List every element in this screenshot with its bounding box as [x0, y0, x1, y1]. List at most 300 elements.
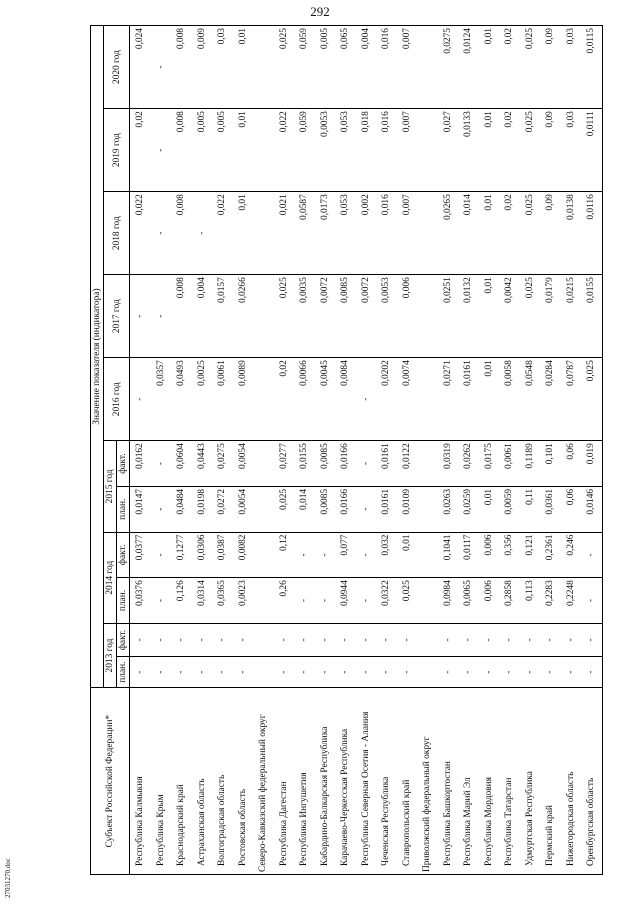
- value-cell: -: [130, 657, 151, 688]
- value-cell: 0,0072: [356, 275, 377, 358]
- value-cell: 0,0306: [192, 532, 213, 578]
- value-cell: 0,065: [335, 26, 356, 109]
- value-cell: -: [130, 275, 151, 358]
- value-cell: 0,0179: [540, 275, 561, 358]
- region-name: Ставропольский край: [397, 688, 418, 875]
- footer-filename-text: 27031270.doc: [4, 858, 12, 898]
- value-cell: 0,0116: [581, 192, 602, 275]
- value-cell: 0,0115: [581, 26, 602, 109]
- value-cell: 0,0322: [376, 578, 397, 624]
- value-cell: 0,246: [561, 532, 582, 578]
- value-cell: 0,008: [171, 26, 192, 109]
- value-cell: 0,0271: [438, 358, 459, 441]
- value-cell: [417, 441, 438, 487]
- fact-header-2015: факт.: [117, 441, 130, 487]
- value-cell: [417, 532, 438, 578]
- value-cell: 0,0166: [335, 441, 356, 487]
- value-cell: [253, 109, 274, 192]
- value-cell: 0,02: [130, 109, 151, 192]
- region-name: Республика Марий Эл: [458, 688, 479, 875]
- table-row: [458, 26, 479, 875]
- region-name: Карачаево-Черкесская Республика: [335, 688, 356, 875]
- value-cell: -: [151, 657, 172, 688]
- value-cell: -: [274, 657, 295, 688]
- table-row: [376, 26, 397, 875]
- value-cell: -: [315, 578, 336, 624]
- value-cell: 0,019: [581, 441, 602, 487]
- value-cell: 0,007: [397, 109, 418, 192]
- fact-header-2014: факт.: [117, 532, 130, 578]
- value-cell: 0,0162: [130, 441, 151, 487]
- value-cell: 0,0054: [233, 486, 254, 532]
- value-cell: 0,0314: [192, 578, 213, 624]
- value-cell: [417, 578, 438, 624]
- year-header-2017: 2017 год: [104, 275, 130, 358]
- value-cell: -: [499, 657, 520, 688]
- value-cell: 0,059: [294, 26, 315, 109]
- value-cell: 0,0155: [294, 441, 315, 487]
- value-cell: -: [376, 657, 397, 688]
- value-cell: 0,01: [233, 109, 254, 192]
- value-cell: [253, 358, 274, 441]
- rotated-table-container: [90, 25, 610, 875]
- value-cell: 0,06: [561, 441, 582, 487]
- value-cell: [253, 26, 274, 109]
- value-cell: -: [520, 623, 541, 656]
- page-number: 292: [310, 4, 330, 19]
- value-cell: -: [356, 623, 377, 656]
- table-row: [356, 26, 377, 875]
- value-cell: 0,0387: [212, 532, 233, 578]
- value-cell: 0,0054: [233, 441, 254, 487]
- value-cell: 0,01: [479, 358, 500, 441]
- value-cell: 0,0262: [458, 441, 479, 487]
- value-cell: 0,0025: [192, 358, 213, 441]
- value-cell: 0,0109: [397, 486, 418, 532]
- table-row: [192, 26, 213, 875]
- value-cell: 0,014: [294, 486, 315, 532]
- value-cell: 0,0259: [458, 486, 479, 532]
- value-cell: -: [397, 657, 418, 688]
- value-cell: -: [130, 623, 151, 656]
- value-cell: 0,01: [479, 275, 500, 358]
- plan-header-2013: план.: [117, 657, 130, 688]
- district-row: [253, 26, 274, 875]
- value-cell: -: [151, 486, 172, 532]
- value-cell: [253, 441, 274, 487]
- value-cell: 0,077: [335, 532, 356, 578]
- table-row: [561, 26, 582, 875]
- value-cell: 0,025: [520, 192, 541, 275]
- value-cell: 0,025: [581, 358, 602, 441]
- table-body: [130, 26, 603, 875]
- value-cell: -: [356, 358, 377, 441]
- value-cell: -: [581, 532, 602, 578]
- region-name: Пермский край: [540, 688, 561, 875]
- value-cell: -: [438, 623, 459, 656]
- value-cell: 0,0147: [130, 486, 151, 532]
- value-cell: 0,0045: [315, 358, 336, 441]
- value-cell: 0,0161: [376, 441, 397, 487]
- value-cell: 0,0984: [438, 578, 459, 624]
- region-name: Ростовская область: [233, 688, 254, 875]
- value-cell: 0,02: [274, 358, 295, 441]
- value-cell: 0,03: [561, 26, 582, 109]
- value-cell: 0,016: [376, 26, 397, 109]
- value-cell: [253, 275, 274, 358]
- value-cell: 0,0787: [561, 358, 582, 441]
- value-cell: 0,0059: [499, 486, 520, 532]
- value-cell: 0,025: [397, 578, 418, 624]
- value-cell: -: [151, 532, 172, 578]
- value-cell: 0,0173: [315, 192, 336, 275]
- value-cell: 0,0377: [130, 532, 151, 578]
- value-cell: 0,006: [397, 275, 418, 358]
- value-cell: 0,0023: [233, 578, 254, 624]
- value-cell: -: [356, 441, 377, 487]
- value-cell: 0,0133: [458, 109, 479, 192]
- value-cell: [417, 623, 438, 656]
- value-cell: 0,11: [520, 486, 541, 532]
- value-cell: -: [151, 26, 172, 109]
- value-cell: -: [171, 623, 192, 656]
- value-cell: -: [274, 623, 295, 656]
- value-cell: [253, 192, 274, 275]
- value-cell: -: [581, 657, 602, 688]
- value-cell: 0,0084: [335, 358, 356, 441]
- value-cell: -: [397, 623, 418, 656]
- value-cell: 0,0042: [499, 275, 520, 358]
- value-cell: 0,018: [356, 109, 377, 192]
- value-cell: 0,0166: [335, 486, 356, 532]
- table-row: [581, 26, 602, 875]
- value-cell: 0,01: [233, 26, 254, 109]
- value-cell: 0,0202: [376, 358, 397, 441]
- value-cell: 0,06: [561, 486, 582, 532]
- region-name: Республика Крым: [151, 688, 172, 875]
- value-cell: 0,025: [520, 275, 541, 358]
- value-cell: 0,0265: [438, 192, 459, 275]
- value-cell: -: [581, 578, 602, 624]
- value-cell: 0,0365: [212, 578, 233, 624]
- value-cell: 0,0484: [171, 486, 192, 532]
- value-cell: 0,0251: [438, 275, 459, 358]
- region-name: Волгоградская область: [212, 688, 233, 875]
- value-cell: [253, 486, 274, 532]
- value-cell: 0,006: [479, 532, 500, 578]
- value-cell: -: [151, 275, 172, 358]
- value-cell: 0,0146: [581, 486, 602, 532]
- region-name: Республика Калмыкия: [130, 688, 151, 875]
- table-row: [335, 26, 356, 875]
- value-cell: -: [192, 657, 213, 688]
- value-cell: 0,025: [520, 109, 541, 192]
- value-cell: -: [171, 657, 192, 688]
- value-cell: 0,0275: [212, 441, 233, 487]
- value-cell: 0,12: [274, 532, 295, 578]
- value-cell: 0,007: [397, 192, 418, 275]
- value-cell: 0,005: [192, 109, 213, 192]
- table-row: [274, 26, 295, 875]
- value-cell: 0,126: [171, 578, 192, 624]
- value-cell: -: [294, 578, 315, 624]
- value-cell: -: [520, 657, 541, 688]
- value-cell: 0,356: [499, 532, 520, 578]
- value-cell: 0,2361: [540, 532, 561, 578]
- region-name: Республика Башкортостан: [438, 688, 459, 875]
- value-cell: 0,2283: [540, 578, 561, 624]
- value-cell: 0,0111: [581, 109, 602, 192]
- value-cell: 0,0066: [294, 358, 315, 441]
- value-cell: 0,01: [233, 192, 254, 275]
- value-cell: 0,006: [479, 578, 500, 624]
- value-cell: 0,009: [192, 26, 213, 109]
- table-row: [233, 26, 254, 875]
- value-cell: -: [294, 532, 315, 578]
- region-name: Республика Северная Осетия - Алания: [356, 688, 377, 875]
- value-cell: -: [151, 192, 172, 275]
- value-cell: 0,1277: [171, 532, 192, 578]
- table-row: [315, 26, 336, 875]
- value-cell: 0,0357: [151, 358, 172, 441]
- value-cell: 0,0124: [458, 26, 479, 109]
- value-cell: 0,005: [315, 26, 336, 109]
- value-cell: 0,008: [171, 275, 192, 358]
- value-cell: 0,0138: [561, 192, 582, 275]
- region-name: Республика Татарстан: [499, 688, 520, 875]
- year-header-2014: 2014 год: [104, 532, 117, 623]
- value-cell: 0,01: [479, 109, 500, 192]
- value-cell: 0,053: [335, 192, 356, 275]
- region-name: Чеченская Республика: [376, 688, 397, 875]
- table-row: [151, 26, 172, 875]
- value-cell: [253, 623, 274, 656]
- value-cell: -: [151, 109, 172, 192]
- value-cell: -: [315, 623, 336, 656]
- value-cell: 0,007: [397, 26, 418, 109]
- value-cell: -: [561, 657, 582, 688]
- value-cell: 0,025: [520, 26, 541, 109]
- value-cell: 0,0053: [376, 275, 397, 358]
- value-cell: 0,0587: [294, 192, 315, 275]
- value-cell: [253, 657, 274, 688]
- value-cell: -: [479, 623, 500, 656]
- value-cell: 0,0361: [540, 486, 561, 532]
- value-cell: -: [356, 578, 377, 624]
- value-cell: -: [151, 441, 172, 487]
- value-cell: 0,0085: [315, 486, 336, 532]
- value-cell: -: [499, 623, 520, 656]
- value-cell: 0,26: [274, 578, 295, 624]
- value-cell: -: [356, 532, 377, 578]
- value-cell: -: [458, 623, 479, 656]
- value-cell: 0,0175: [479, 441, 500, 487]
- value-cell: 0,059: [294, 109, 315, 192]
- value-cell: 0,0443: [192, 441, 213, 487]
- value-cell: 0,025: [274, 275, 295, 358]
- value-cell: 0,0157: [212, 275, 233, 358]
- value-cell: -: [233, 623, 254, 656]
- value-cell: -: [212, 657, 233, 688]
- value-cell: -: [294, 657, 315, 688]
- region-name: Республика Мордовия: [479, 688, 500, 875]
- value-cell: 0,032: [376, 532, 397, 578]
- value-cell: -: [212, 623, 233, 656]
- table-row: [540, 26, 561, 875]
- value-cell: -: [581, 623, 602, 656]
- value-cell: 0,0272: [212, 486, 233, 532]
- value-cell: -: [315, 532, 336, 578]
- value-cell: -: [294, 623, 315, 656]
- value-cell: 0,0198: [192, 486, 213, 532]
- table-row: [171, 26, 192, 875]
- region-name: Оренбургская область: [581, 688, 602, 875]
- value-cell: 0,03: [561, 109, 582, 192]
- value-cell: [417, 275, 438, 358]
- value-cell: 0,0117: [458, 532, 479, 578]
- value-cell: -: [356, 486, 377, 532]
- value-cell: 0,016: [376, 192, 397, 275]
- value-cell: 0,02: [499, 109, 520, 192]
- value-cell: 0,0155: [581, 275, 602, 358]
- value-cell: -: [335, 623, 356, 656]
- value-cell: 0,008: [171, 109, 192, 192]
- value-cell: 0,09: [540, 26, 561, 109]
- district-row: [417, 26, 438, 875]
- table-row: [438, 26, 459, 875]
- region-name: Республика Дагестан: [274, 688, 295, 875]
- value-cell: [417, 657, 438, 688]
- value-cell: 0,016: [376, 109, 397, 192]
- value-cell: 0,0944: [335, 578, 356, 624]
- year-header-2013: 2013 год: [104, 623, 117, 687]
- value-cell: 0,01: [479, 486, 500, 532]
- value-cell: -: [479, 657, 500, 688]
- value-cell: 0,008: [171, 192, 192, 275]
- value-cell: -: [335, 657, 356, 688]
- value-cell: [417, 486, 438, 532]
- table-row: [499, 26, 520, 875]
- value-cell: -: [561, 623, 582, 656]
- plan-header-2014: план.: [117, 578, 130, 624]
- region-name: Краснодарский край: [171, 688, 192, 875]
- value-cell: -: [151, 623, 172, 656]
- value-cell: -: [376, 623, 397, 656]
- value-cell: -: [458, 657, 479, 688]
- value-cell: 0,2248: [561, 578, 582, 624]
- value-cell: 0,1189: [520, 441, 541, 487]
- header-row-1: [91, 26, 104, 875]
- value-cell: 0,0275: [438, 26, 459, 109]
- value-cell: 0,0085: [335, 275, 356, 358]
- year-header-2015: 2015 год: [104, 441, 117, 532]
- value-cell: 0,02: [499, 192, 520, 275]
- indicator-table: [90, 25, 603, 875]
- value-cell: 0,2858: [499, 578, 520, 624]
- value-cell: 0,0161: [458, 358, 479, 441]
- table-row: [479, 26, 500, 875]
- district-name: Северо-Кавказский федеральный округ: [253, 688, 274, 875]
- value-cell: 0,1041: [438, 532, 459, 578]
- value-cell: -: [192, 192, 213, 275]
- value-cell: 0,004: [192, 275, 213, 358]
- value-cell: 0,005: [212, 109, 233, 192]
- value-cell: 0,09: [540, 109, 561, 192]
- value-cell: -: [192, 623, 213, 656]
- value-cell: 0,03: [212, 26, 233, 109]
- value-cell: 0,0263: [438, 486, 459, 532]
- value-cell: -: [315, 657, 336, 688]
- value-cell: 0,024: [130, 26, 151, 109]
- region-name: Кабардино-Балкарская Республика: [315, 688, 336, 875]
- value-cell: 0,022: [274, 109, 295, 192]
- value-cell: 0,0161: [376, 486, 397, 532]
- value-cell: 0,0284: [540, 358, 561, 441]
- fact-header-2013: факт.: [117, 623, 130, 656]
- value-cell: 0,0035: [294, 275, 315, 358]
- value-cell: 0,0089: [233, 358, 254, 441]
- region-name: Удмуртская Республика: [520, 688, 541, 875]
- value-cell: 0,0065: [458, 578, 479, 624]
- year-header-2018: 2018 год: [104, 192, 130, 275]
- value-cell: 0,01: [479, 192, 500, 275]
- value-cell: -: [540, 657, 561, 688]
- value-cell: 0,0061: [499, 441, 520, 487]
- plan-header-2015: план.: [117, 486, 130, 532]
- value-cell: 0,0604: [171, 441, 192, 487]
- value-cell: 0,0082: [233, 532, 254, 578]
- year-header-2020: 2020 год: [104, 26, 130, 109]
- value-cell: 0,01: [397, 532, 418, 578]
- value-cell: [417, 109, 438, 192]
- value-cell: -: [438, 657, 459, 688]
- value-cell: -: [130, 358, 151, 441]
- region-name: Республика Ингушетия: [294, 688, 315, 875]
- value-cell: -: [356, 657, 377, 688]
- value-cell: -: [233, 657, 254, 688]
- table-row: [130, 26, 151, 875]
- value-cell: 0,0085: [315, 441, 336, 487]
- table-row: [397, 26, 418, 875]
- value-cell: 0,022: [130, 192, 151, 275]
- value-cell: 0,0215: [561, 275, 582, 358]
- value-cell: -: [151, 578, 172, 624]
- value-cell: 0,09: [540, 192, 561, 275]
- value-cell: 0,0074: [397, 358, 418, 441]
- value-cell: [253, 578, 274, 624]
- value-cell: 0,0493: [171, 358, 192, 441]
- value-cell: 0,053: [335, 109, 356, 192]
- value-cell: 0,02: [499, 26, 520, 109]
- value-cell: 0,0376: [130, 578, 151, 624]
- value-cell: -: [540, 623, 561, 656]
- value-cell: 0,0132: [458, 275, 479, 358]
- table-row: [212, 26, 233, 875]
- value-cell: 0,101: [540, 441, 561, 487]
- value-cell: 0,0548: [520, 358, 541, 441]
- value-cell: 0,0053: [315, 109, 336, 192]
- value-cell: 0,021: [274, 192, 295, 275]
- value-cell: 0,002: [356, 192, 377, 275]
- value-cell: 0,014: [458, 192, 479, 275]
- value-cell: 0,0266: [233, 275, 254, 358]
- value-cell: 0,0058: [499, 358, 520, 441]
- subject-header: Субъект Российской Федерации*: [91, 688, 130, 875]
- value-cell: 0,0061: [212, 358, 233, 441]
- value-cell: 0,004: [356, 26, 377, 109]
- indicator-header: Значение показателя (индикатора): [91, 26, 104, 688]
- year-header-2016: 2016 год: [104, 358, 130, 441]
